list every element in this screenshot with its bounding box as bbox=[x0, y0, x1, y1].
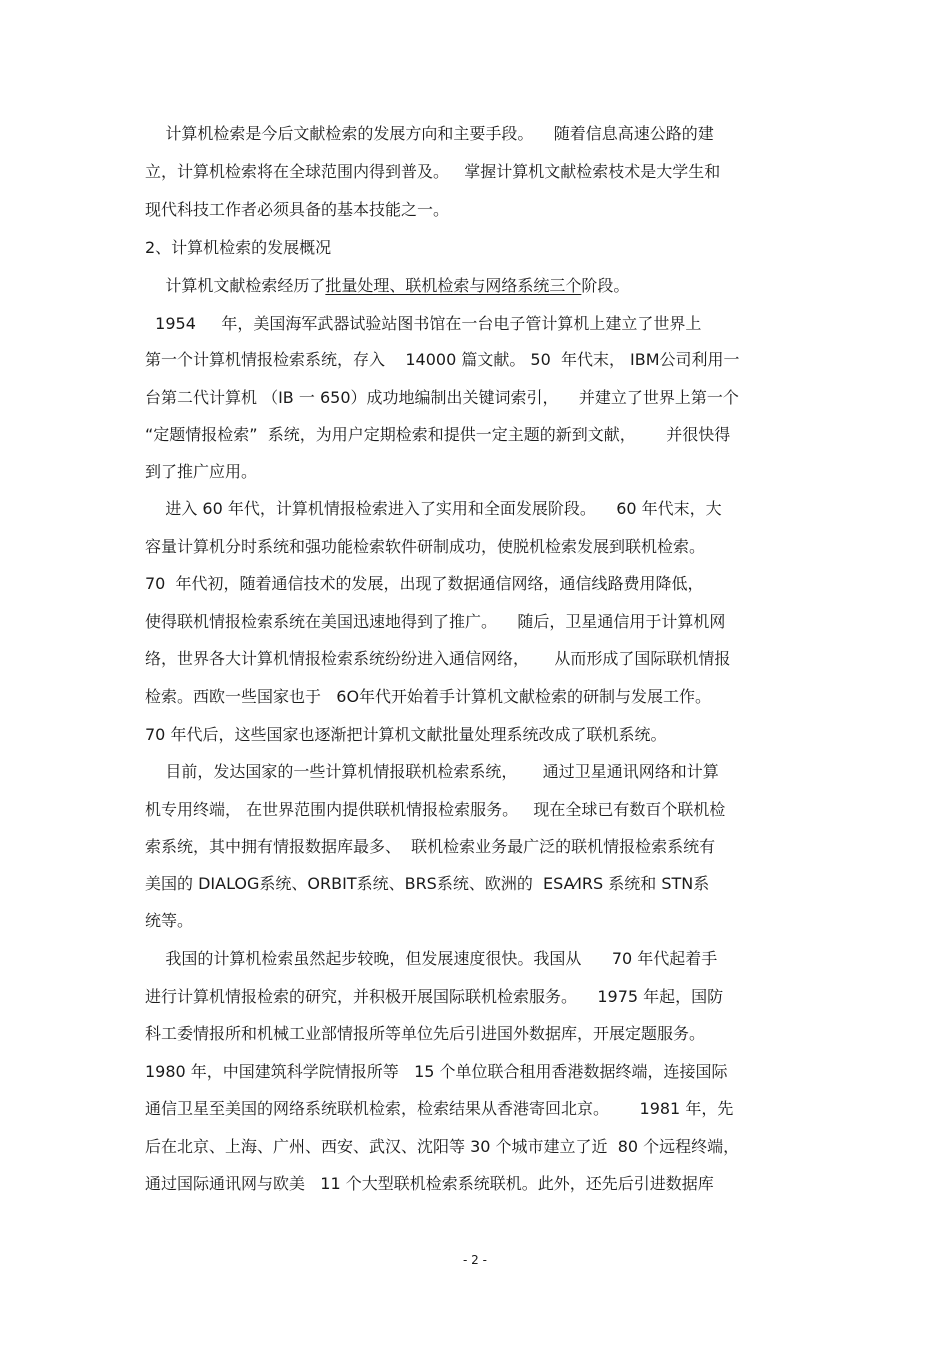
text-line: 到了推广应用。 bbox=[145, 462, 258, 481]
text-line: 美国的 DIALOG系统、ORBIT系统、BRS系统、欧洲的 ESA⁄IRS 系统和 STN系 bbox=[145, 874, 710, 893]
text-line: 通过国际通讯网与欧美 11 个大型联机检索系统联机。此外，还先后引进数据库 bbox=[145, 1174, 714, 1193]
text-line: 后在北京、上海、广州、西安、武汉、沈阳等 30 个城市建立了近 80 个远程终端， bbox=[145, 1137, 740, 1156]
text-line: 通信卫星至美国的网络系统联机检索，检索结果从香港寄回北京。 1981 年，先 bbox=[145, 1099, 734, 1118]
text-line: 1980 年，中国建筑科学院情报所等 15 个单位联合租用香港数据终端，连接国际 bbox=[145, 1062, 728, 1081]
text-line: 我国的计算机检索虽然起步较晚，但发展速度很快。我国从 70 年代起着手 bbox=[145, 949, 718, 968]
text-line: 进行计算机情报检索的研究，并积极开展国际联机检索服务。 1975 年起，国防 bbox=[145, 987, 724, 1006]
text-line bbox=[145, 276, 629, 296]
text-line: 计算机检索是今后文献检索的发展方向和主要手段。 随着信息高速公路的建 bbox=[145, 124, 714, 143]
text-line: 络，世界各大计算机情报检索系统纷纷进入通信网络， 从而形成了国际联机情报 bbox=[145, 649, 731, 668]
text-line: 70 年代初，随着通信技术的发展，出现了数据通信网络，通信线路费用降低， bbox=[145, 574, 704, 593]
text-line: 70 年代后，这些国家也逐渐把计算机文献批量处理系统改成了联机系统。 bbox=[145, 725, 667, 744]
text-line: 1954 年，美国海军武器试验站图书馆在一台电子管计算机上建立了世界上 bbox=[145, 314, 702, 333]
text-line: 机专用终端， 在世界范围内提供联机情报检索服务。 现在全球已有数百个联机检 bbox=[145, 800, 726, 819]
text-line: 进入 60 年代，计算机情报检索进入了实用和全面发展阶段。 60 年代末，大 bbox=[145, 499, 722, 518]
underlined-phrase: 批量处理、联机检索与网络系统三个 bbox=[325, 276, 582, 295]
text-line: 容量计算机分时系统和强功能检索软件研制成功，使脱机检索发展到联机检索。 bbox=[145, 537, 706, 556]
text-segment: 阶段。 bbox=[581, 276, 630, 295]
text-line: 第一个计算机情报检索系统，存入 14000 篇文献。 50 年代末， IBM公司利用一 bbox=[145, 350, 740, 369]
text-line: 科工委情报所和机械工业部情报所等单位先后引进国外数据库，开展定题服务。 bbox=[145, 1024, 706, 1043]
page-number: - 2 - bbox=[463, 1253, 487, 1267]
text-line: 立，计算机检索将在全球范围内得到普及。 掌握计算机文献检索枝术是大学生和 bbox=[145, 162, 721, 181]
text-line: 检索。西欧一些国家也于 6O年代开始着手计算机文献检索的研制与发展工作。 bbox=[145, 687, 712, 706]
text-line: 现代科技工作者必须具备的基本技能之一。 bbox=[145, 200, 450, 219]
section-heading: 2、计算机检索的发展概况 bbox=[145, 238, 332, 257]
text-line: 索系统，其中拥有情报数据库最多、 联机检索业务最广泛的联机情报检索系统有 bbox=[145, 837, 716, 856]
text-line: 使得联机情报检索系统在美国迅速地得到了推广。 随后，卫星通信用于计算机网 bbox=[145, 612, 726, 631]
text-line: 统等。 bbox=[145, 911, 194, 930]
text-line: “定题情报检索” 系统，为用户定期检索和提供一定主题的新到文献， 并很快得 bbox=[145, 425, 731, 444]
text-line: 台第二代计算机 （IB 一 650）成功地编制出关键词索引， 并建立了世界上第一个 bbox=[145, 388, 739, 407]
text-segment: 计算机文献检索经历了 bbox=[145, 276, 326, 295]
text-line: 目前，发达国家的一些计算机情报联机检索系统， 通过卫星通讯网络和计算 bbox=[145, 762, 719, 781]
